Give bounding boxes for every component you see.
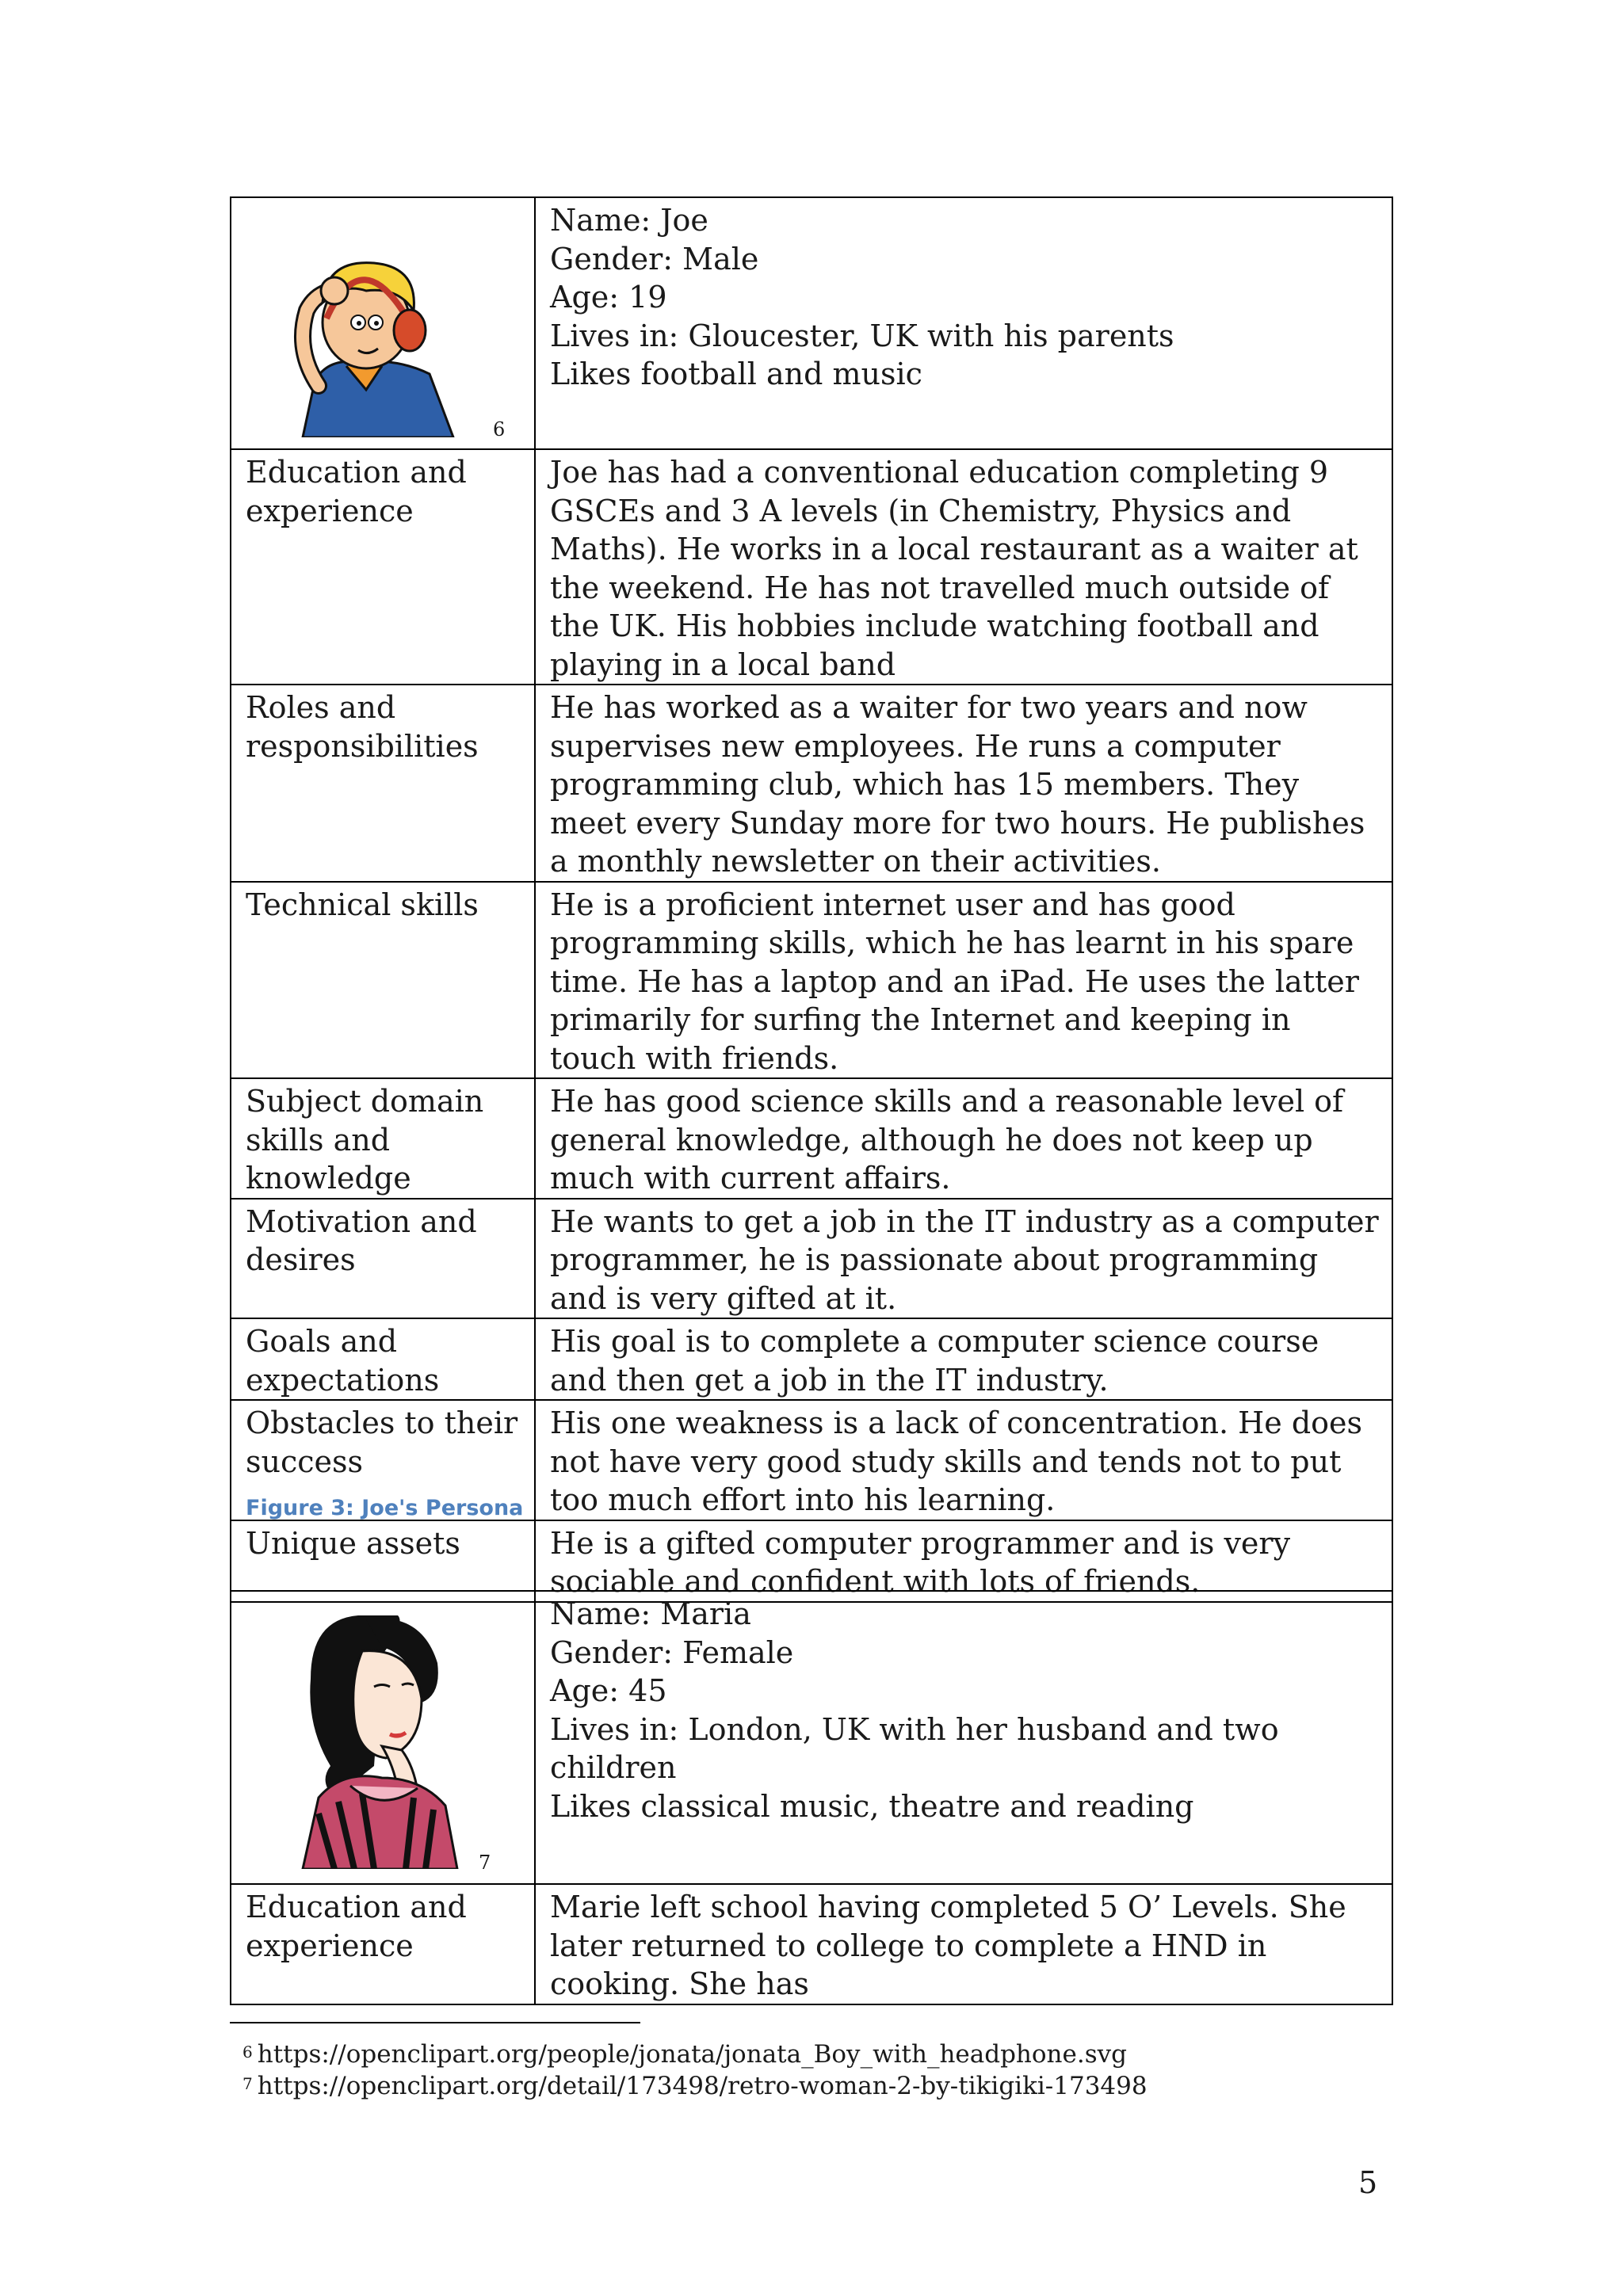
row-text: He has worked as a waiter for two years and now supervises new employees. He runs a computer programming club, which has 15 members. They meet every Sunday more for two hours. He publishes a monthly newsletter on their activities. (535, 685, 1392, 882)
row-label: Education and experience (231, 449, 535, 685)
footnote-link[interactable]: https://openclipart.org/detail/173498/retro-woman-2-by-tikigiki-173498 (257, 2072, 1148, 2100)
row-text: He wants to get a job in the IT industry as a computer programmer, he is passionate about programming and is very gifted at it. (535, 1199, 1392, 1319)
row-text: He is a gifted computer programmer and is very sociable and confident with lots of friends. (535, 1520, 1392, 1602)
persona-gender: Gender: Female (550, 1634, 794, 1670)
row-label: Motivation and desires (231, 1199, 535, 1319)
row-text: His one weakness is a lack of concentration. He does not have very good study skills and tends not to put too much effort into his learning. (535, 1400, 1392, 1520)
row-label: Obstacles to their success (231, 1400, 535, 1520)
footnote-number: 6 (242, 2042, 253, 2061)
row-text: His goal is to complete a computer science course and then get a job in the IT industry. (535, 1318, 1392, 1400)
persona-image-cell (231, 197, 535, 449)
persona-age: Age: 19 (550, 280, 667, 315)
persona-age: Age: 45 (550, 1673, 667, 1708)
persona-header-info (535, 197, 1392, 449)
figure-caption: Figure 3: Joe's Persona (246, 1496, 524, 1520)
row-label: Education and experience (231, 1884, 535, 2004)
persona-name: Name: Maria (550, 1596, 751, 1631)
persona-table-joe (230, 196, 1393, 1603)
footnote-number: 7 (242, 2074, 253, 2093)
persona-likes: Likes classical music, theatre and reading (550, 1788, 1194, 1824)
persona-table-maria (230, 1590, 1393, 2005)
row-text: Marie left school having completed 5 O’ Levels. She later returned to college to complete a HND in cooking. She has (535, 1884, 1392, 2004)
persona-image-cell (231, 1591, 535, 1884)
footnote-separator (230, 2022, 640, 2023)
row-text: He has good science skills and a reasonable level of general knowledge, although he does not keep up much with current affairs. (535, 1078, 1392, 1199)
row-label: Unique assets (231, 1520, 535, 1602)
image-footnote-marker: 6 (493, 418, 506, 441)
persona-name: Name: Joe (550, 203, 708, 238)
row-text: Joe has had a conventional education completing 9 GSCEs and 3 A levels (in Chemistry, Physics and Maths). He works in a local restaurant as a waiter at the weekend. He has not travelled much outside of the UK. His hobbies include watching football and playing in a local band (535, 449, 1392, 685)
retro-woman-illustration (287, 1608, 469, 1869)
page-number: 5 (1358, 2165, 1378, 2200)
persona-location: Lives in: Gloucester, UK with his parents (550, 318, 1174, 353)
boy-with-headphones-illustration (271, 247, 469, 437)
row-text: He is a proficient internet user and has good programming skills, which he has learnt in his spare time. He has a laptop and an iPad. He uses the latter primarily for surfing the Internet and keeping in touch with friends. (535, 882, 1392, 1079)
footnote (242, 2071, 1148, 2101)
row-label: Subject domain skills and knowledge (231, 1078, 535, 1199)
footnote-link[interactable]: https://openclipart.org/people/jonata/jonata_Boy_with_headphone.svg (257, 2040, 1127, 2069)
row-label: Roles and responsibilities (231, 685, 535, 882)
persona-gender: Gender: Male (550, 241, 759, 277)
persona-header-info (535, 1591, 1392, 1884)
image-footnote-marker: 7 (479, 1852, 491, 1874)
row-label: Technical skills (231, 882, 535, 1079)
persona-likes: Likes football and music (550, 357, 922, 391)
row-label: Goals and expectations (231, 1318, 535, 1400)
footnote (242, 2039, 1127, 2069)
persona-location: Lives in: London, UK with her husband and two children (550, 1711, 1279, 1785)
